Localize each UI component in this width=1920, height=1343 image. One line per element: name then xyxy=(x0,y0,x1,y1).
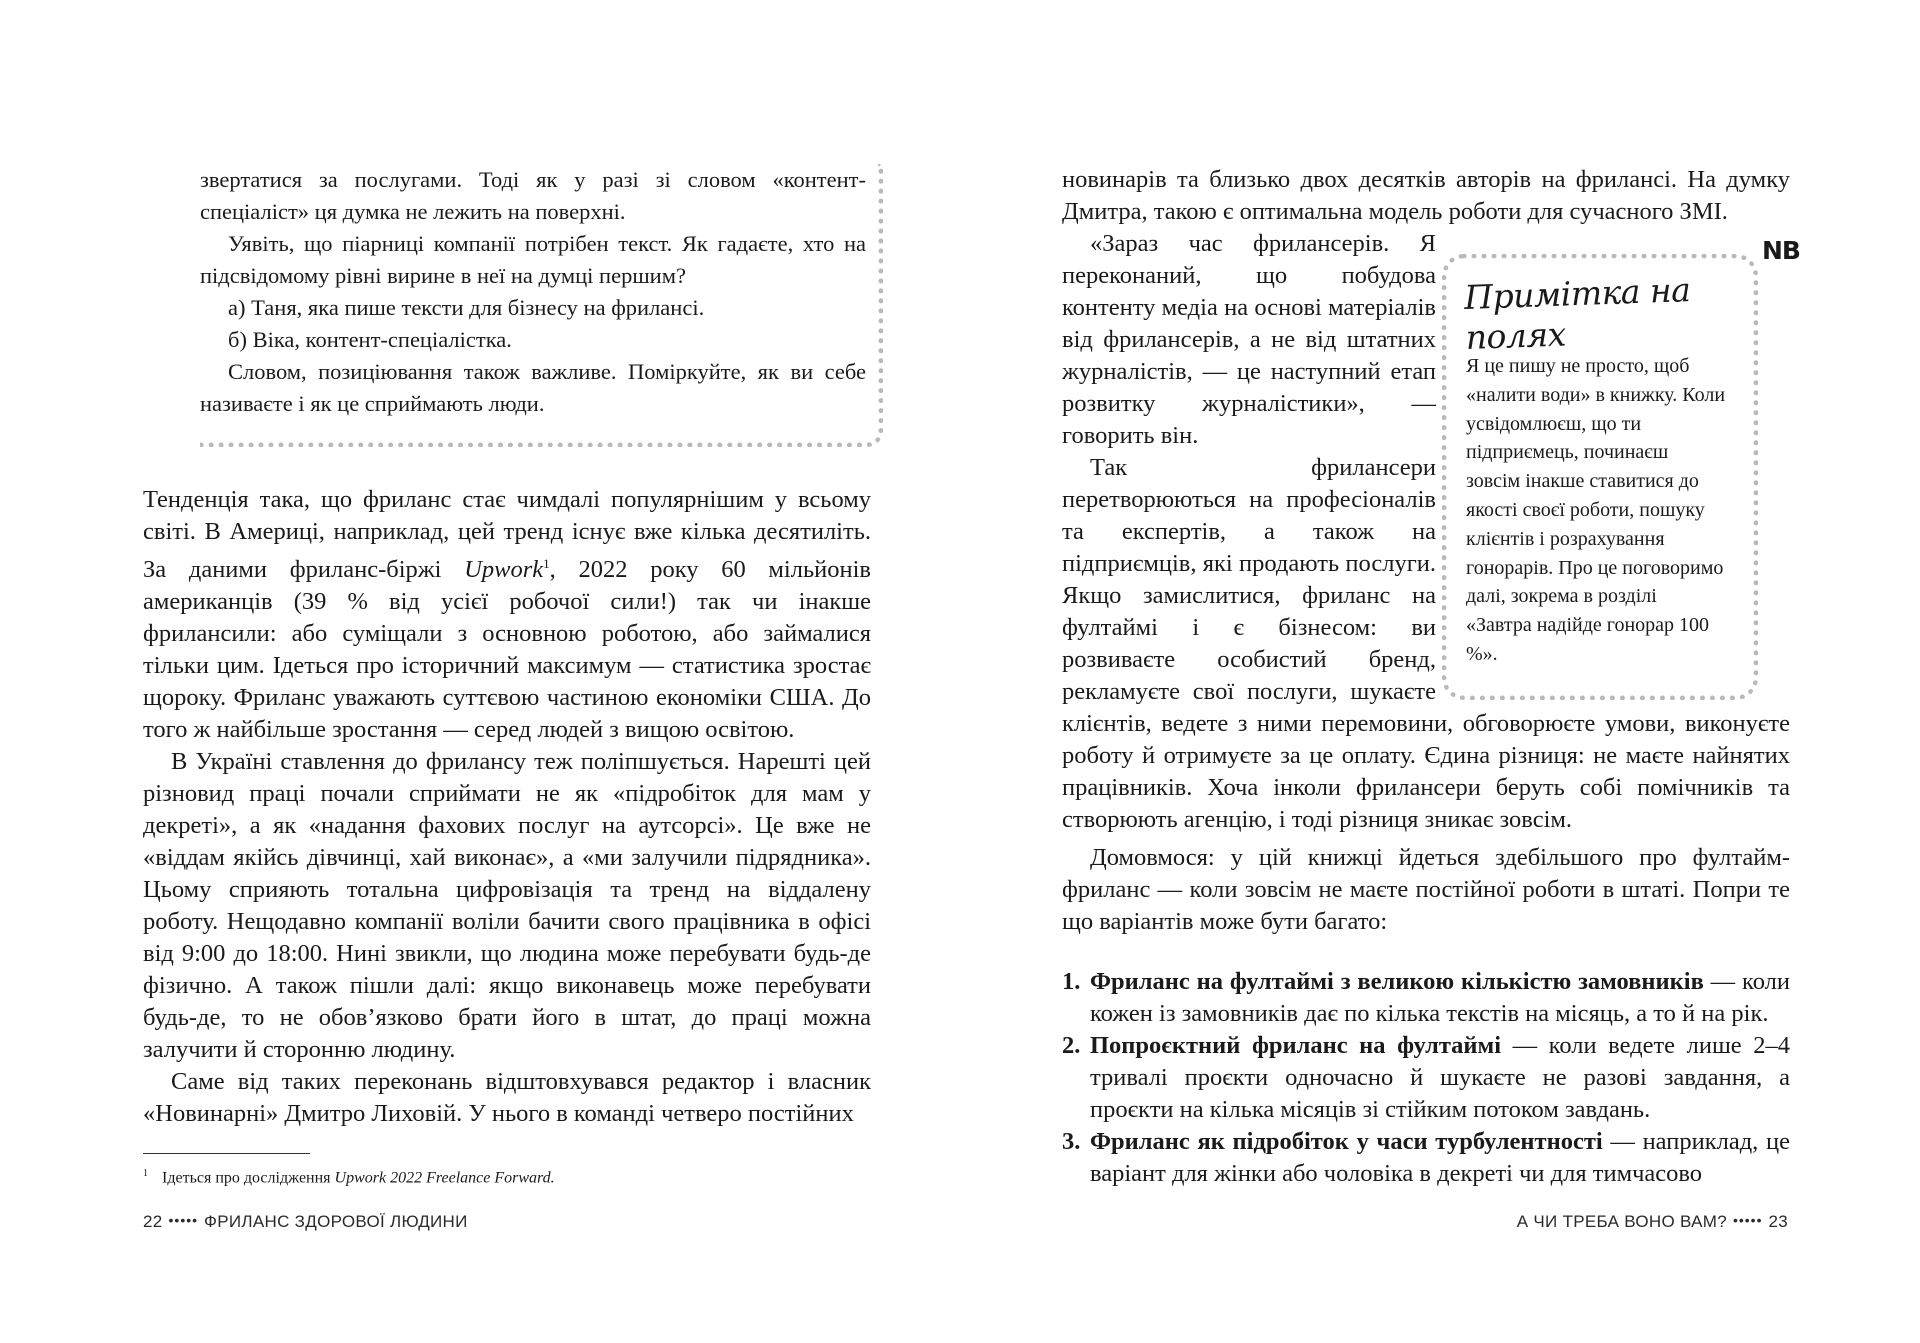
paragraph: Домовмося: у цій книжці йдеться здебільшого про фултайм-фриланс — коли зовсім не маєте постійної роботи в штаті. Попри те що варіантів може бути багато: xyxy=(1062,844,1790,935)
box-paragraph: Словом, позиціювання також важливе. Поміркуйте, як ви себе називаєте і як це сприймають люди. xyxy=(200,359,866,416)
folio-left xyxy=(143,1212,468,1232)
list-item-bold: Попроєктний фриланс на фултаймі xyxy=(1090,1032,1502,1059)
footnote-text: Ідеться про дослідження xyxy=(162,1169,335,1187)
nb-icon: NB xyxy=(1762,236,1800,265)
paragraph: новинарів та близько двох десятків авторів на фрилансі. На думку Дмитра, такою є оптимальна модель роботи для сучасного ЗМІ. xyxy=(1062,166,1790,225)
paragraph: Так фрилансери перетворюються на професіоналів та експертів, а також на підприємців, які продають послуги. Якщо замислитися, фриланс на фултаймі і є бізнесом: ви розвиваєте особистий бренд, рекламуєте свої послуги, шукаєте клієнтів, ведете з ними перемовини, обговорюєте умови, виконуєте роботу й отримуєте за це оплату. Єдина різниця: не маєте найнятих працівників. Хоча інколи фрилансери беруть собі помічників та створюють агенцію, і тоді різниця зникає зовсім. xyxy=(1062,454,1790,833)
left-main-text xyxy=(143,484,871,1130)
list-item-bold: Фриланс як підробіток у часи турбулентності xyxy=(1090,1128,1603,1155)
paragraph: «Зараз час фрилансерів. Я переконаний, що побудова контенту медіа на основі матеріалів від фрилансерів, а не від штатних журналістів, — це наступний етап розвитку журналістики», — говорить він. xyxy=(1062,230,1436,449)
list-item-text: — наприклад, це варіант для жінки або чоловіка в декреті чи для тимчасово xyxy=(1090,1128,1790,1187)
paragraph-text: , 2022 року 60 мільйонів американців (39 % від усієї робочої сили!) так чи інакше фрилансили: або суміщали з основною роботою, або займалися тільки цим. Ідеться про історичний максимум — статистика зростає щороку. Фриланс уважають суттєвою частиною економіки США. До того ж найбільше зростання — серед людей з вищою освітою. xyxy=(143,556,871,744)
box-paragraph: а) Таня, яка пише тексти для бізнесу на фрилансі. xyxy=(228,295,705,320)
paragraph-text: Тенденція така, що фриланс стає чимдалі популярнішим у всьому світі. В Америці, наприклад, цей тренд існує вже кілька десятиліть. За даними фриланс-біржі xyxy=(143,486,871,584)
paragraph: Саме від таких переконань відштовхувався редактор і власник «Новинарні» Дмитро Лиховій. У нього в команді четверо постійних xyxy=(143,1068,871,1128)
margin-note-text: Я це пишу не просто, щоб «налити води» в книжку. Коли усвідомлюєш, що ти підприємець, починаєш зовсім інакше ставитися до якості своєї роботи, пошуку клієнтів і розрахування гонорарів. Про це поговоримо далі, зокрема в розділі «Завтра надійде гонорар 100 %». xyxy=(1466,355,1726,665)
running-title: ФРИЛАНС ЗДОРОВОЇ ЛЮДИНИ xyxy=(204,1212,468,1231)
intro-box xyxy=(200,164,883,447)
list-item-text: — коли кожен із замовників дає по кілька текстів на місяць, а то й на рік. xyxy=(1090,968,1790,1027)
folio-dots: ••••• xyxy=(1732,1212,1763,1228)
footnote-rule xyxy=(143,1153,310,1154)
list-number: 3. xyxy=(1062,1128,1081,1155)
list-item-text: — коли ведете лише 2–4 тривалі проєкти одночасно й шукаєте не разові завдання, а проєкти на кілька місяців зі стійким потоком завдань. xyxy=(1090,1032,1790,1123)
paragraph xyxy=(143,484,871,746)
list-item xyxy=(1062,966,1790,1030)
freelance-types-list xyxy=(1062,966,1790,1190)
folio-dots: ••••• xyxy=(168,1212,199,1228)
running-title: А ЧИ ТРЕБА ВОНО ВАМ? xyxy=(1516,1212,1727,1231)
list-item xyxy=(1062,1126,1790,1190)
page-number: 22 xyxy=(143,1212,163,1231)
page-number: 23 xyxy=(1768,1212,1788,1231)
list-number: 1. xyxy=(1062,968,1081,995)
right-top-text xyxy=(1062,164,1790,228)
footnote-italic: Upwork 2022 Freelance Forward. xyxy=(334,1169,555,1187)
box-paragraph: звертатися за послугами. Тоді як у разі зі словом «контент-спеціаліст» ця думка не лежить на поверхні. xyxy=(200,167,866,224)
list-item-bold: Фриланс на фултаймі з великою кількістю замовників xyxy=(1090,968,1704,995)
footnote-mark: 1 xyxy=(143,1168,148,1179)
right-page xyxy=(960,0,1920,1343)
margin-note-title: Примітка на полях xyxy=(1463,270,1691,357)
paragraph: В Україні ставлення до фрилансу теж поліпшується. Нарешті цей різновид праці почали сприймати не як «підробіток для мам у декреті», а як «надання фахових послуг на аутсорсі». Це вже не «віддам якійсь дівчинці, хай виконає», а «ми залучили підрядника». Цьому сприяють тотальна цифровізація та тренд на віддалену роботу. Нещодавно компанії воліли бачити свого працівника в офісі від 9:00 до 18:00. Нині звикли, що людина може перебувати будь-де фізично. А також пішли далі: якщо виконавець може перебувати будь-де, то не обов’язково брати його в штат, до праці можна залучити й сторонню людину. xyxy=(143,748,871,1064)
footnote-ref: 1 xyxy=(543,556,550,571)
list-number: 2. xyxy=(1062,1032,1081,1059)
box-paragraph: Уявіть, що піарниці компанії потрібен текст. Як гадаєте, хто на підсвідомому рівні вирине в неї на думці першим? xyxy=(200,231,866,288)
folio-right xyxy=(1517,1212,1788,1232)
footnote xyxy=(143,1163,871,1189)
box-paragraph: б) Віка, контент-спеціалістка. xyxy=(228,327,512,352)
paragraph-italic: Upwork xyxy=(464,556,544,584)
list-item xyxy=(1062,1030,1790,1126)
